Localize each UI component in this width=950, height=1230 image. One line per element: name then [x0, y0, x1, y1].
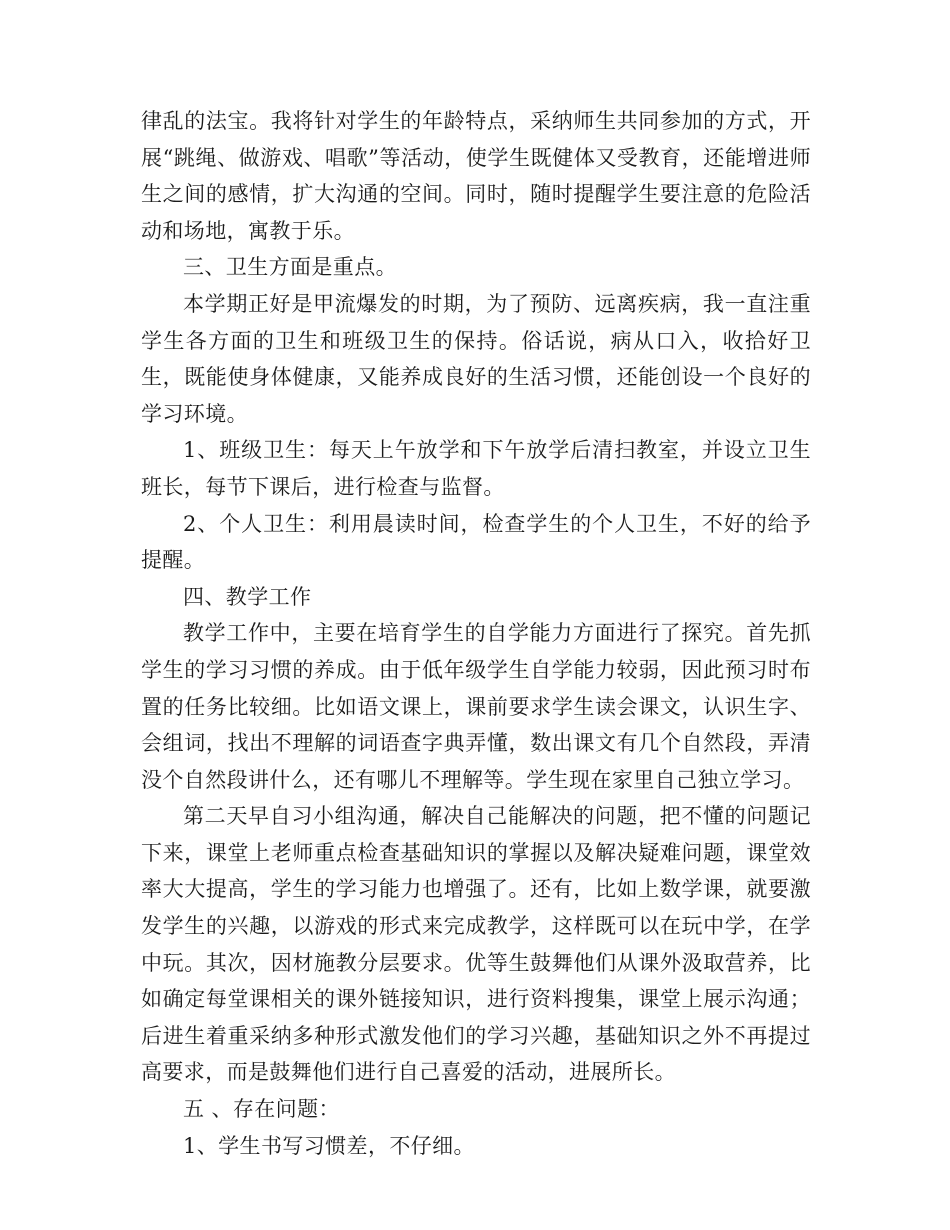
- document-body: [141, 103, 811, 1164]
- section-heading-hygiene: 三、卫生方面是重点。: [183, 255, 397, 280]
- list-item-problem-1: 1、学生书写习惯差，不仔细。: [183, 1133, 475, 1158]
- paragraph-teaching-continued: 第二天早自习小组沟通，解决自己能解决的问题，把不懂的问题记下来，课堂上老师重点检查基础知识的掌握以及解决疑难问题，课堂效率大大提高，学生的学习能力也增强了。还有，比如上数学课，就要激发学生的兴趣，以游戏的形式来完成教学，这样既可以在玩中学，在学中玩。其次，因材施教分层要求。优等生鼓舞他们从课外汲取营养，比如确定每堂课相关的课外链接知识，进行资料搜集，课堂上展示沟通；后进生着重采纳多种形式激发他们的学习兴趣，基础知识之外不再提过高要求，而是鼓舞他们进行自己喜爱的活动，进展所长。: [141, 804, 811, 1085]
- list-item-class-hygiene: 1、班级卫生：每天上午放学和下午放学后清扫教室，并设立卫生班长，每节下课后，进行检查与监督。: [141, 438, 811, 499]
- paragraph-hygiene: 本学期正好是甲流爆发的时期，为了预防、远离疾病，我一直注重学生各方面的卫生和班级卫生的保持。俗话说，病从口入，收拾好卫生，既能使身体健康，又能养成良好的生活习惯，还能创设一个良好的学习环境。: [141, 291, 811, 426]
- list-item-personal-hygiene: 2、个人卫生：利用晨读时间，检查学生的个人卫生，不好的给予提醒。: [141, 511, 811, 573]
- section-heading-teaching: 四、教学工作: [183, 584, 312, 609]
- paragraph-continuation: 律乱的法宝。我将针对学生的年龄特点，采纳师生共同参加的方式，开展“跳绳、做游戏、唱歌”等活动，使学生既健体又受教育，还能增进师生之间的感情，扩大沟通的空间。同时，随时提醒学生要注意的危险活动和场地，寓教于乐。: [141, 109, 811, 243]
- section-heading-problems: 五 、存在问题：: [183, 1097, 340, 1122]
- paragraph-teaching: 教学工作中，主要在培育学生的自学能力方面进行了探究。首先抓学生的学习习惯的养成。由于低年级学生自学能力较弱，因此预习时布置的任务比较细。比如语文课上，课前要求学生读会课文，认识生字、会组词，找出不理解的词语查字典弄懂，数出课文有几个自然段，弄清没个自然段讲什么，还有哪儿不理解等。学生现在家里自己独立学习。: [141, 621, 811, 792]
